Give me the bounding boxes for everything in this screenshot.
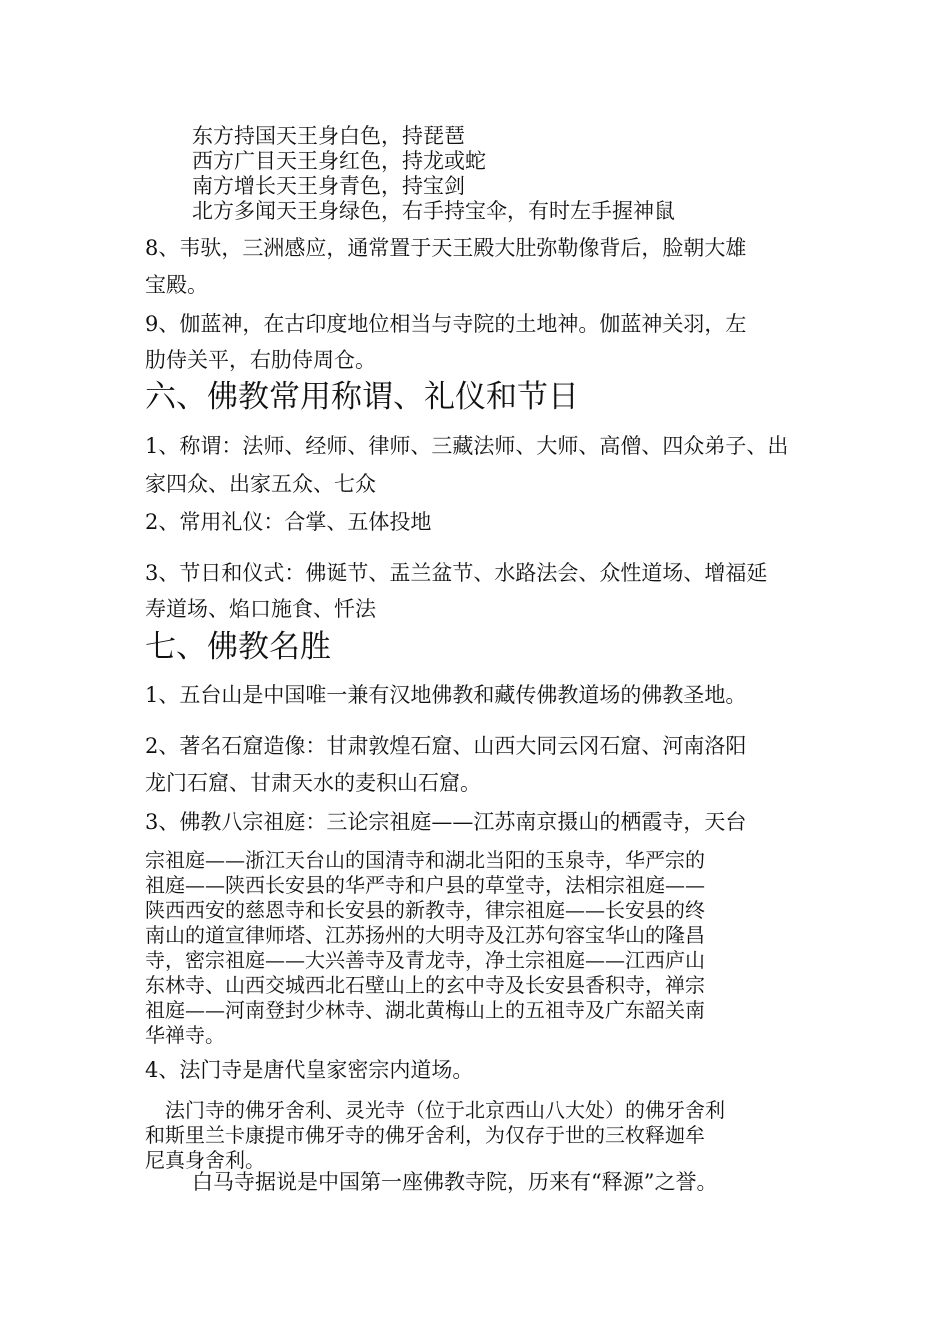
section-6-item-3-line-2: 寿道场、焰口施食、忏法 (145, 597, 376, 621)
section-6-heading: 六、佛教常用称谓、礼仪和节日 (145, 379, 579, 415)
king-west-line: 西方广目天王身红色，持龙或蛇 (192, 149, 486, 173)
item-9-line-1: 9、伽蓝神，在古印度地位相当与寺院的土地神。伽蓝神关羽，左 (145, 312, 747, 336)
item-9-line-2: 肋侍关平，右肋侍周仓。 (145, 348, 376, 372)
section-7-heading: 七、佛教名胜 (145, 629, 331, 665)
section-7-item-3-line-3: 祖庭——陕西长安县的华严寺和户县的草堂寺，法相宗祖庭—— (145, 873, 705, 897)
king-south-line: 南方增长天王身青色，持宝剑 (192, 174, 465, 198)
item-8-line-1: 8、韦驮，三洲感应，通常置于天王殿大肚弥勒像背后，脸朝大雄 (145, 236, 747, 260)
section-7-item-3-line-2: 宗祖庭——浙江天台山的国清寺和湖北当阳的玉泉寺，华严宗的 (145, 848, 705, 872)
section-6-item-2: 2、常用礼仪：合掌、五体投地 (145, 510, 432, 534)
relics-line-1: 法门寺的佛牙舍利、灵光寺（位于北京西山八大处）的佛牙舍利 (145, 1098, 725, 1122)
section-6-item-1-line-2: 家四众、出家五众、七众 (145, 472, 376, 496)
section-7-item-3-line-6: 寺，密宗祖庭——大兴善寺及青龙寺，净土宗祖庭——江西庐山 (145, 948, 705, 972)
section-7-item-3-line-9: 华禅寺。 (145, 1023, 225, 1047)
section-7-item-3-line-4: 陕西西安的慈恩寺和长安县的新教寺，律宗祖庭——长安县的终 (145, 898, 705, 922)
baima-temple-line: 白马寺据说是中国第一座佛教寺院，历来有“释源”之誉。 (192, 1170, 718, 1194)
king-east-line: 东方持国天王身白色，持琵琶 (192, 124, 465, 148)
section-7-item-1: 1、五台山是中国唯一兼有汉地佛教和藏传佛教道场的佛教圣地。 (145, 683, 747, 707)
relics-line-3: 尼真身舍利。 (145, 1148, 265, 1172)
section-7-item-3-line-1: 3、佛教八宗祖庭：三论宗祖庭——江苏南京摄山的栖霞寺，天台 (145, 810, 747, 834)
section-7-item-2-line-2: 龙门石窟、甘肃天水的麦积山石窟。 (145, 771, 481, 795)
item-8-line-2: 宝殿。 (145, 273, 208, 297)
section-7-item-3-line-5: 南山的道宣律师塔、江苏扬州的大明寺及江苏句容宝华山的隆昌 (145, 923, 705, 947)
section-6-item-3-line-1: 3、节日和仪式：佛诞节、盂兰盆节、水路法会、众性道场、增福延 (145, 561, 768, 585)
section-7-item-2-line-1: 2、著名石窟造像：甘肃敦煌石窟、山西大同云冈石窟、河南洛阳 (145, 734, 747, 758)
section-7-item-3-line-7: 东林寺、山西交城西北石壁山上的玄中寺及长安县香积寺，禅宗 (145, 973, 705, 997)
section-7-item-3-line-8: 祖庭——河南登封少林寺、湖北黄梅山上的五祖寺及广东韶关南 (145, 998, 705, 1022)
section-6-item-1-line-1: 1、称谓：法师、经师、律师、三藏法师、大师、高僧、四众弟子、出 (145, 434, 789, 458)
section-7-item-4: 4、法门寺是唐代皇家密宗内道场。 (145, 1058, 474, 1082)
relics-line-2: 和斯里兰卡康提市佛牙寺的佛牙舍利，为仅存于世的三枚释迦牟 (145, 1123, 705, 1147)
king-north-line: 北方多闻天王身绿色，右手持宝伞，有时左手握神鼠 (192, 199, 675, 223)
